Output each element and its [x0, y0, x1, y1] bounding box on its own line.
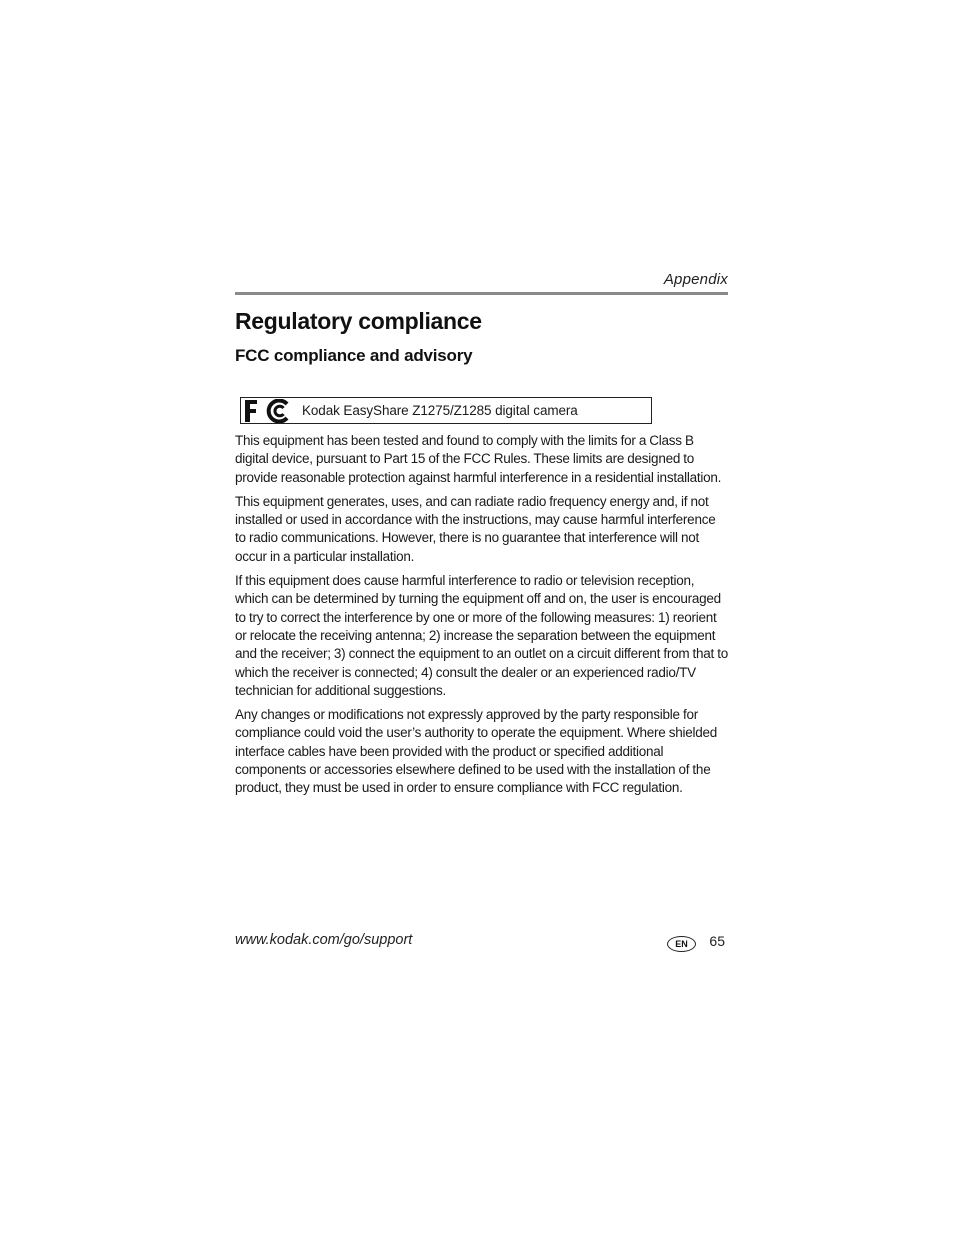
- product-box: [240, 397, 652, 424]
- body-text: [235, 432, 728, 804]
- header-rule: [235, 292, 728, 295]
- running-header: Appendix: [663, 271, 728, 288]
- page-number: 65: [709, 933, 725, 949]
- paragraph-4: Any changes or modifications not expressly approved by the party responsible for compliance could void the user’s authority to operate the equipment. Where shielded interface cables have been provided with the product or specified additional components or accessories elsewhere defined to be used with the installation of the product, they must be used in order to ensure compliance with FCC regulation.: [235, 707, 718, 796]
- section-heading: FCC compliance and advisory: [235, 346, 473, 365]
- paragraph-1: This equipment has been tested and found to comply with the limits for a Class B digital device, pursuant to Part 15 of the FCC Rules. These limits are designed to provide reasonable protection against harmful interference in a residential installation.: [235, 433, 722, 485]
- manual-page: [235, 0, 728, 1235]
- fcc-logo-icon: [244, 399, 290, 423]
- paragraph-3: If this equipment does cause harmful interference to radio or television reception, which can be determined by turning the equipment off and on, the user is encouraged to try to correct the interference by one or more of the following measures: 1) reorient or relocate the receiving antenna; 2) increase the separation between the equipment and the receiver; 3) connect the equipment to an outlet on a circuit different from that to which the receiver is connected; 4) consult the dealer or an experienced radio/TV technician for additional suggestions.: [235, 573, 729, 698]
- page-title: Regulatory compliance: [235, 308, 482, 334]
- footer-support-url: www.kodak.com/go/support: [235, 932, 413, 948]
- product-name: Kodak EasyShare Z1275/Z1285 digital camera: [302, 403, 578, 418]
- paragraph-2: This equipment generates, uses, and can radiate radio frequency energy and, if not installed or used in accordance with the instructions, may cause harmful interference to radio communications. However, there is no guarantee that interference will not occur in a particular installation.: [235, 493, 716, 564]
- language-badge: EN: [667, 936, 696, 952]
